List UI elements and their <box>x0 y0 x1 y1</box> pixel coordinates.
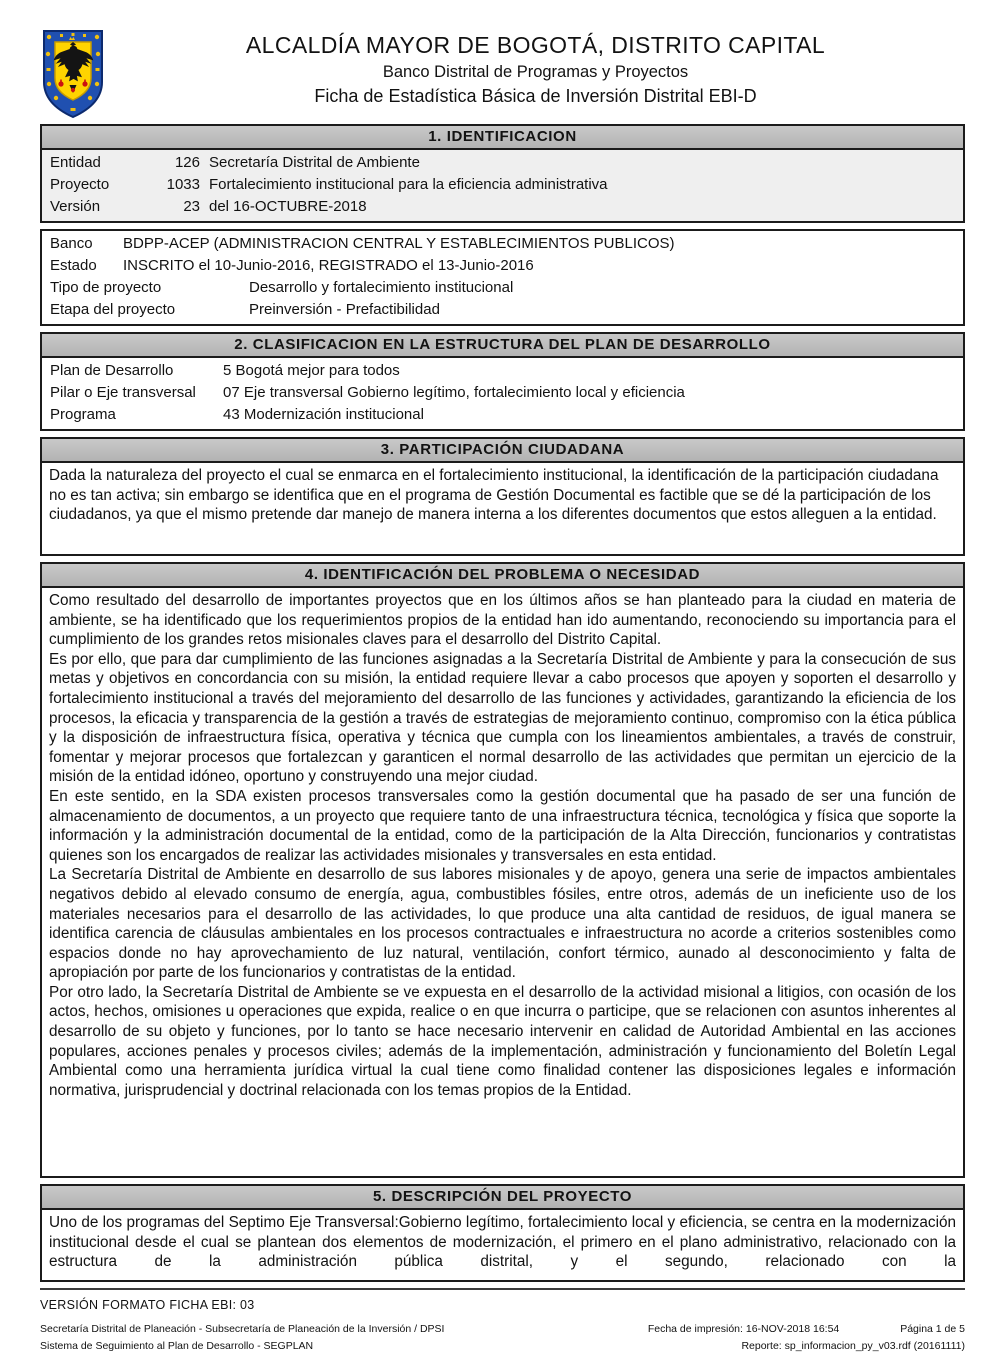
problema-paragraph-2: Es por ello, que para dar cumplimiento de las funciones asignadas a la Secretaría Distrital de Ambiente y para la consecución de sus metas y objetivos en concordancia con su misión, la entidad requiere llevar a cabo procesos que apoyen y soporten el desarrollo y fortalecimiento institucional a través del mejoramiento del desarrollo de las funciones y actividades, garantizando la eficiencia de los procesos, la eficacia y transparencia de la gestión a través de estrategias de mejoramiento continuo, compromiso con la ética pública y la disposición de infraestructura física, operativa y técnica que cumpla con los lineamientos ambientales, a través de construir, fomentar y mejorar procesos que fortalezcan y garanticen el normal desarrollo de las actividades que permitan un ejercicio de la misión de la entidad idóneo, oportuno y construyendo una mejor ciudad. <box>49 650 956 786</box>
footer-report-line: Reporte: sp_informacion_py_v03.rdf (20161111) <box>741 1340 965 1352</box>
field-estado <box>50 255 955 277</box>
field-pilar-eje-value: 07 Eje transversal Gobierno legítimo, fortalecimiento local y eficiencia <box>223 384 685 401</box>
field-programa <box>50 404 955 426</box>
section-clasificacion <box>40 332 965 431</box>
descripcion-text: Uno de los programas del Septimo Eje Transversal:Gobierno legítimo, fortalecimiento local y eficiencia, se centra en la modernización institucional desde el cual se plantean dos elementos de modernización, el primero en el plano administrativo, relacionado con la estructura de la administración pública distrital, y el segundo, relacionado con la <box>49 1214 956 1271</box>
problema-paragraph-1: Como resultado del desarrollo de importantes proyectos que en los últimos años se han planteado para la ciudad en materia de ambiente, se ha identificado que los requerimientos propios de la entidad han ido aumentando, reconociendo su importancia para el cumplimiento de los grandes retos misionales claves para el desarrollo del Distrito Capital. <box>49 592 956 649</box>
field-banco-value: BDPP-ACEP (ADMINISTRACION CENTRAL Y ESTABLECIMIENTOS PUBLICOS) <box>123 235 675 252</box>
field-banco <box>50 233 955 255</box>
field-tipo-proyecto-value: Desarrollo y fortalecimiento institucional <box>249 279 514 296</box>
field-programa-label: Programa <box>50 406 116 423</box>
section-5-heading: 5. DESCRIPCIÓN DEL PROYECTO <box>42 1186 963 1210</box>
page-title: ALCALDÍA MAYOR DE BOGOTÁ, DISTRITO CAPITAL <box>245 32 826 58</box>
field-pilar-eje <box>50 382 955 404</box>
field-version-label: Versión <box>50 198 101 215</box>
document-titles <box>106 24 965 109</box>
field-tipo-proyecto-label: Tipo de proyecto <box>50 279 162 296</box>
footer-format-version: VERSIÓN FORMATO FICHA EBI: 03 <box>40 1298 255 1312</box>
identificacion-rows-a <box>42 150 963 221</box>
footer-page-number: Página 1 de 5 <box>900 1323 965 1335</box>
field-version-value: del 16-OCTUBRE-2018 <box>209 198 367 215</box>
field-tipo-proyecto <box>50 277 955 299</box>
field-proyecto-label: Proyecto <box>50 176 110 193</box>
problema-paragraph-5: Por otro lado, la Secretaría Distrital de Ambiente se ve expuesta en el desarrollo de la actividad misional a litigios, con ocasión de los actos, hechos, omisiones u operaciones que expida, realice o en que incurra o participe, que se relacionen con asuntos inherentes al desarrollo de su objeto y funciones, por lo tanto se hace necesario intervenir en calidad de Autoridad Ambiental en las acciones populares, acciones penales y procesos civiles; además de la implementación, administración y funcionamiento del Boletín Legal Ambiental como una herramienta jurídica virtual la cual tiene como finalidad contener las disposiciones legales e información normativa, jurisprudencial y doctrinal relacionada con los temas propios de la Entidad. <box>49 983 956 1099</box>
footer-system-line: Sistema de Seguimiento al Plan de Desarrollo - SEGPLAN <box>40 1340 314 1352</box>
field-proyecto-value: Fortalecimiento institucional para la eficiencia administrativa <box>209 176 608 193</box>
field-version-code: 23 <box>183 198 200 215</box>
bogota-coat-of-arms-icon <box>40 28 106 120</box>
document-footer <box>40 1288 965 1355</box>
field-plan-desarrollo-label: Plan de Desarrollo <box>50 362 174 379</box>
document-subtitle-2: Ficha de Estadística Básica de Inversión Distrital EBI-D <box>314 86 757 106</box>
field-etapa-proyecto <box>50 299 955 321</box>
identificacion-rows-b <box>42 231 963 324</box>
field-etapa-proyecto-value: Preinversión - Prefactibilidad <box>249 301 440 318</box>
field-version <box>50 196 955 218</box>
field-banco-label: Banco <box>50 235 93 252</box>
clasificacion-rows <box>42 358 963 429</box>
problema-paragraph-4: La Secretaría Distrital de Ambiente en desarrollo de sus labores misionales y de apoyo, genera una serie de impactos ambientales negativos debido al elevado consumo de energía, agua, combustibles fósiles, entre otros, además de un ineficiente uso de los materiales necesarios para el desarrollo de las actividades, lo que produce una alta cantidad de residuos, de igual manera se identifica carencia de cláusulas ambientales en los procesos contractuales e infraestructura no acorde a criterios sostenibles como espacios donde no hay aprovechamiento de luz natural, ventilación, confort térmico, aunado al desconocimiento y falta de apropiación por parte de los funcionarios y contratistas de la entidad. <box>49 866 956 982</box>
document-header <box>40 24 965 120</box>
field-entidad <box>50 152 955 174</box>
section-2-heading: 2. CLASIFICACION EN LA ESTRUCTURA DEL PLAN DE DESARROLLO <box>42 334 963 358</box>
footer-divider <box>40 1288 965 1290</box>
section-1-heading: 1. IDENTIFICACION <box>42 126 963 150</box>
footer-entity-line: Secretaría Distrital de Planeación - Subsecretaría de Planeación de la Inversión / DPSI <box>40 1323 445 1335</box>
section-identificacion-detalle <box>40 229 965 326</box>
field-plan-desarrollo <box>50 360 955 382</box>
field-plan-desarrollo-value: 5 Bogotá mejor para todos <box>223 362 400 379</box>
section-participacion <box>40 437 965 556</box>
section-identificacion <box>40 124 965 223</box>
footer-left-column <box>40 1321 444 1355</box>
field-estado-label: Estado <box>50 257 97 274</box>
section-descripcion <box>40 1184 965 1282</box>
problema-text <box>42 588 963 1176</box>
footer-print-line <box>648 1321 965 1338</box>
field-pilar-eje-label: Pilar o Eje transversal <box>50 384 196 401</box>
footer-columns <box>40 1321 965 1355</box>
footer-print-date: Fecha de impresión: 16-NOV-2018 16:54 <box>647 1323 840 1335</box>
section-4-heading: 4. IDENTIFICACIÓN DEL PROBLEMA O NECESIDAD <box>42 564 963 588</box>
field-programa-value: 43 Modernización institucional <box>223 406 424 423</box>
section-3-heading: 3. PARTICIPACIÓN CIUDADANA <box>42 439 963 463</box>
field-entidad-value: Secretaría Distrital de Ambiente <box>209 154 420 171</box>
field-estado-value: INSCRITO el 10-Junio-2016, REGISTRADO el 13-Junio-2016 <box>123 257 534 274</box>
problema-paragraph-3: En este sentido, en la SDA existen procesos transversales como la gestión documental que ha pasado de ser una función de almacenamiento de documentos, a un proyecto que requiere tanto de una infraestructura técnica, tecnológica y física que soporte la información y la administración documental de la entidad, como de la participación de la Alta Dirección, funcionarios y contratistas quienes son los encargados de realizar las actividades misionales y transversales en esta entidad. <box>49 787 956 864</box>
section-problema <box>40 562 965 1178</box>
participacion-text: Dada la naturaleza del proyecto el cual se enmarca en el fortalecimiento institucional, la identificación de la participación ciudadana no es tan activa; sin embargo se identifica que en el programa de Gestión Documental es factible que se dé la participación de los ciudadanos, ya que el mismo pretende dar manejo de manera interna a los diferentes documentos que estos alleguen a la entidad. <box>49 467 939 524</box>
field-entidad-label: Entidad <box>50 154 101 171</box>
field-etapa-proyecto-label: Etapa del proyecto <box>50 301 176 318</box>
document-subtitle-1: Banco Distrital de Programas y Proyectos <box>382 63 689 81</box>
field-proyecto-code: 1033 <box>166 176 200 193</box>
footer-right-column <box>648 1321 965 1355</box>
field-entidad-code: 126 <box>174 154 200 171</box>
field-proyecto <box>50 174 955 196</box>
